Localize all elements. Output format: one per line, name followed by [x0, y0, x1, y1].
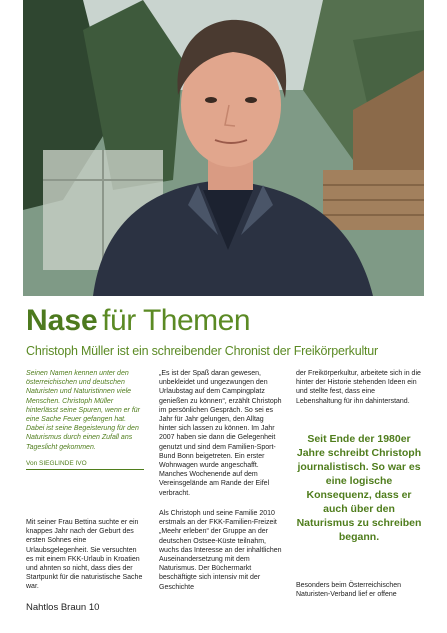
body-paragraph: Mit seiner Frau Bettina suchte er ein knappes Jahr nach der Geburt des ersten Sohnes eine Urlaubsgelegenheit. Sie versuchten es mit einem FKK-Urlaub in Kroatien und ahnten so nicht, dass dies der Startpunkt für die naturistische Sache war.: [26, 519, 143, 591]
headline-part-bold: Nase: [26, 304, 98, 337]
lead-text: Seinen Namen kennen unter den österreichischen und deutschen Naturisten und Naturistinnen viele Menschen. Christoph Müller hinterlässt seine Spuren, wenn er für eine Sache Feuer gefangen hat. Dabei ist seine Begeisterung für den Naturismus durch einen Zufall ans Tageslicht gekommen.: [26, 370, 141, 451]
portrait-photo: [23, 0, 424, 296]
headline-part-light: für Themen: [102, 304, 251, 337]
pull-quote: Seit Ende der 1980er Jahre schreibt Christoph journalistisch. So war es eine logische Konsequenz, dass er auch über den Naturismus zu schreiben begann.: [296, 433, 422, 543]
subheadline: Christoph Müller ist ein schreibender Chronist der Freikörperkultur: [26, 344, 379, 358]
body-paragraph: „Es ist der Spaß daran gewesen, unbekleidet und ungezwungen den Urlaubstag auf dem Campingplatz genießen zu können“, erzählt Christoph im persönlichen Gespräch. So sei es Jahr für Jahr gelungen, den Alltag hinter sich lassen zu können. Im Jahr 2007 haben sie dann die Gelegenheit genutzt und sind dem Familien-Sport-Bund Bonn beigetreten. Ein erster Wohnwagen wurde angeschafft. Manches Wochenende auf dem Vereinsgelände am Rande der Eifel verbracht.: [159, 370, 282, 497]
body-paragraph: Besonders beim Österreichischen Naturisten-Verband lief er offene: [296, 582, 402, 599]
byline: Von SIEGLINDE IVO: [26, 460, 144, 470]
column-2-bottom: [159, 509, 283, 592]
column-2-top: [159, 369, 283, 498]
column-1-body: [26, 518, 144, 592]
column-3-bottom: [296, 581, 422, 599]
page-footer: Nahtlos Braun 10: [26, 602, 100, 613]
body-paragraph: Als Christoph und seine Familie 2010 erstmals an der FKK-Familien-Freizeit „Meehr erleben“ der Gruppe an der deutschen Ostsee-Küste teilnahm, wuchs das Interesse an der inhaltlichen Auseinandersetzung mit dem Naturismus. Der Büchermarkt beschäftigte sich intensiv mit der Geschichte: [159, 510, 282, 591]
column-3-top: [296, 369, 422, 406]
lead-paragraph: [26, 369, 144, 452]
portrait-illustration: [23, 0, 424, 296]
body-paragraph: der Freikörperkultur, arbeitete sich in die hinter der Historie stehenden Ideen ein und stellte fest, dass eine Lebenshaltung für ihn dahinterstand.: [296, 370, 421, 405]
headline: [26, 306, 250, 336]
